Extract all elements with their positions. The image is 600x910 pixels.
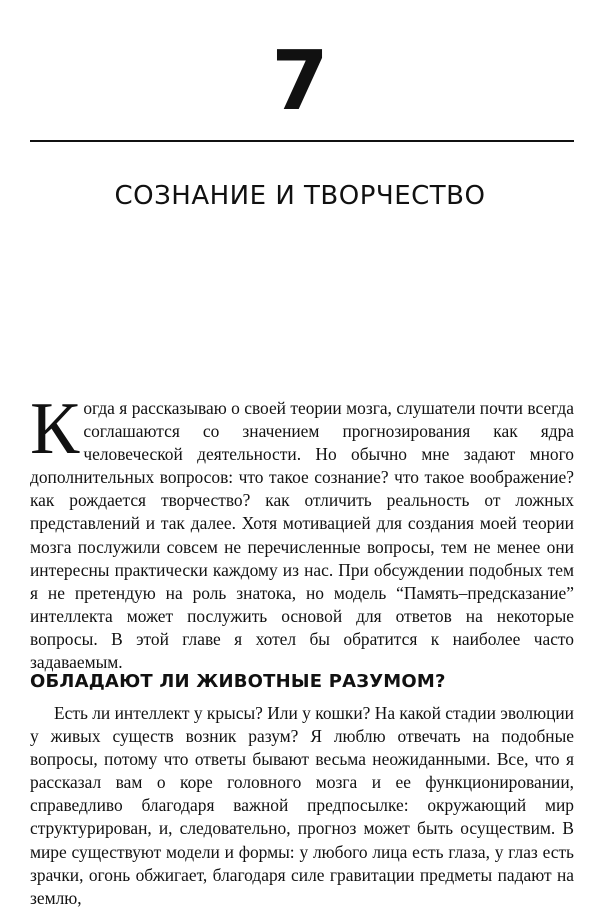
intro-text: огда я рассказываю о своей теории мозга, слушатели почти всегда соглашаются со значением прогнозирования как ядра человеческой деятельности. Но обычно мне задают много дополнительных вопросов: что такое сознание? что такое воображение? как рождается творчество? как отличить реальность от ложных представлений и так далее. Хотя мотивацией для создания моей теории мозга послужили совсем не перечисленные вопросы, тем не менее они интересны практически каждому из нас. При обсуждении подобных тем я не претендую на роль знатока, но модель “Память–предсказание” интеллекта может послужить основой для ответов на некоторые вопросы. В этой главе я хотел бы обратится к наиболее часто задаваемым. (30, 398, 574, 673)
section-paragraph: Есть ли интеллект у крысы? Или у кошки? На какой стадии эволюции у живых существ возник разум? Я люблю отвечать на подобные вопросы, потому что ответы бывают весьма неожиданными. Все, что я рассказал вам о коре головного мозга и ее функционировании, справедливо благодаря важной предпосылке: окружающий мир структурирован, и, следовательно, прогноз может быть осуществим. В мире существуют модели и формы: у любого лица есть глаза, у глаз есть зрачки, огонь обжигает, благодаря силе гравитации предметы падают на землю, (30, 703, 574, 908)
intro-paragraph (30, 388, 574, 674)
chapter-divider (30, 140, 574, 142)
section-heading: ОБЛАДАЮТ ЛИ ЖИВОТНЫЕ РАЗУМОМ? (30, 671, 446, 692)
chapter-number: 7 (271, 34, 329, 129)
drop-cap: К (30, 388, 80, 470)
chapter-title: СОЗНАНИЕ И ТВОРЧЕСТВО (114, 181, 486, 211)
